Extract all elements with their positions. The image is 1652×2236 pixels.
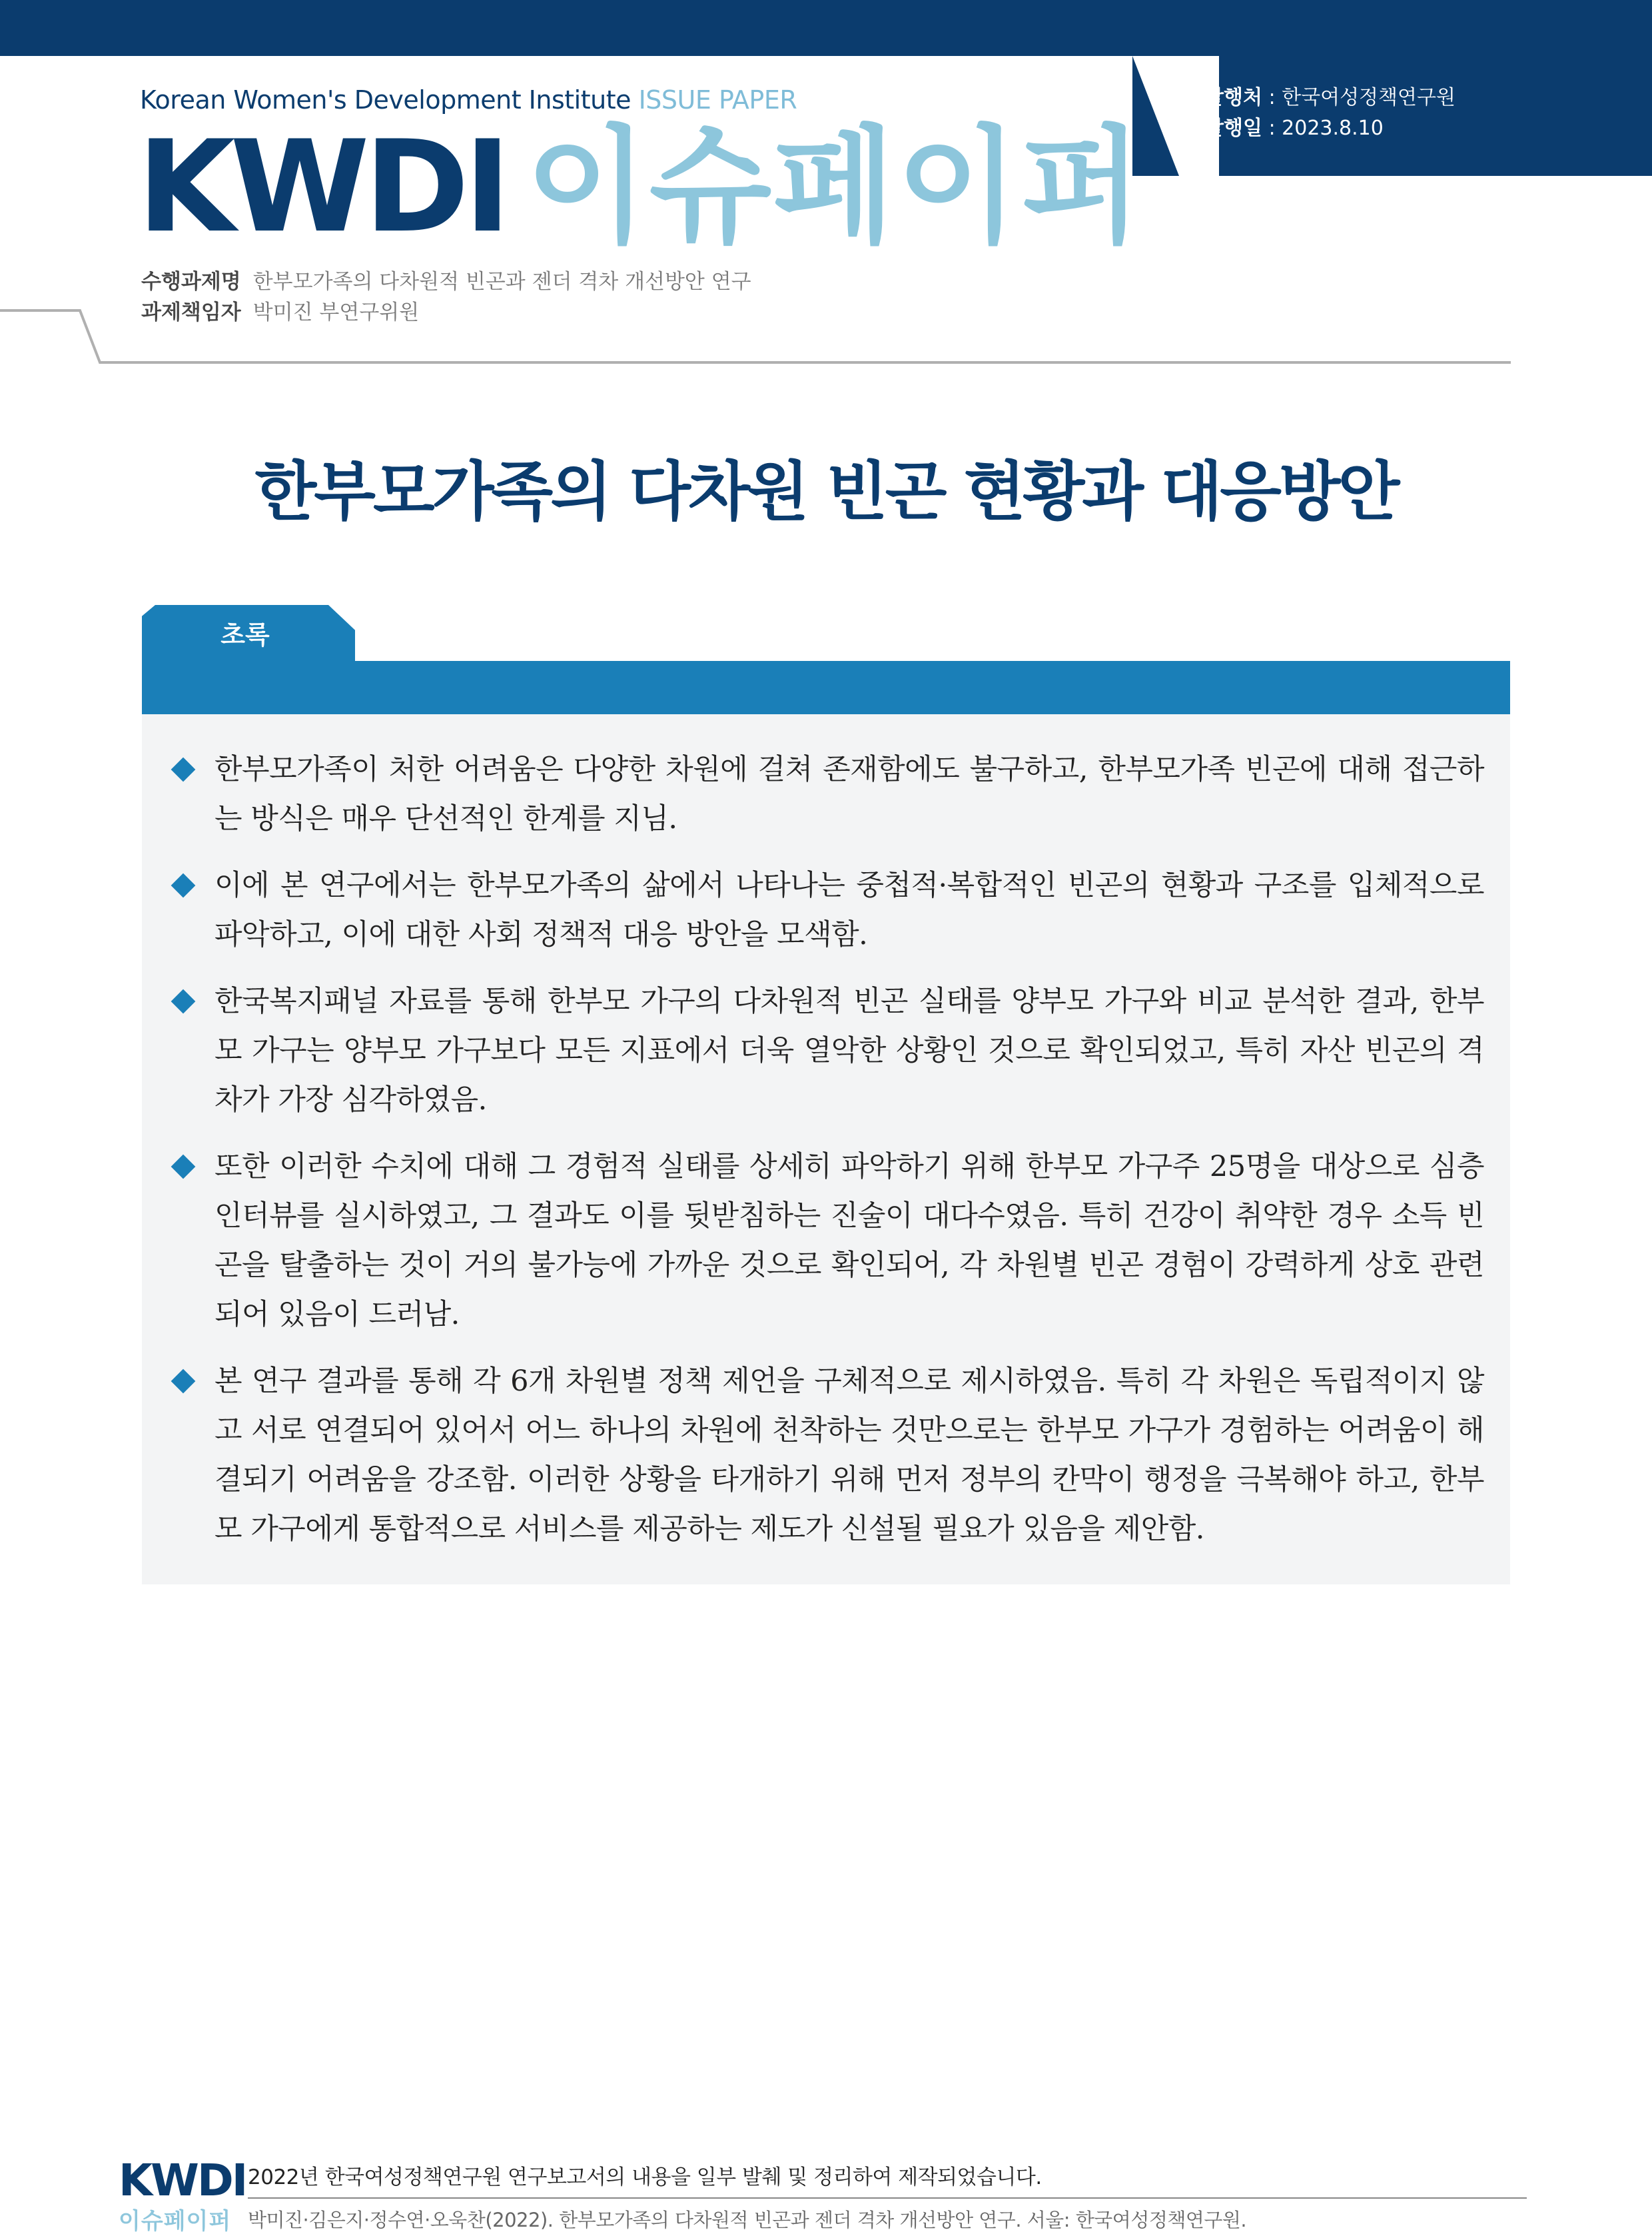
footer-note: 2022년 한국여성정책연구원 연구보고서의 내용을 일부 발췌 및 정리하여 제작되었습니다. <box>248 2165 1042 2189</box>
header-divider <box>0 301 1652 368</box>
footer-logo: KWDI <box>119 2155 246 2206</box>
brand-logo: KWDI <box>137 113 506 261</box>
abstract-item: 또한 이러한 수치에 대해 그 경험적 실태를 상세히 파악하기 위해 한부모 가구주 25명을 대상으로 심층인터뷰를 실시하였고, 그 결과도 이를 뒷받침하는 진술이 대다수였음. 특히 건강이 취약한 경우 소득 빈곤을 탈출하는 것이 거의 불가능에 가까운 것으로 확인되어, 각 차원별 빈곤 경험이 강력하게 상호 관련되어 있음이 드러남. <box>172 1142 1484 1339</box>
brand-kr: 이슈페이퍼 <box>526 113 1144 261</box>
page-title: 한부모가족의 다차원 빈곤 현황과 대응방안 <box>254 454 1398 529</box>
brand-title <box>137 113 1144 261</box>
diamond-bullet-icon <box>171 989 196 1014</box>
abstract-bar <box>142 661 1510 714</box>
abstract-item: 본 연구 결과를 통해 각 6개 차원별 정책 제언을 구체적으로 제시하였음. 특히 각 차원은 독립적이지 않고 서로 연결되어 있어서 어느 하나의 차원에 천착하는 것만으로는 한부모 가구가 경험하는 어려움이 해결되기 어려움을 강조함. 이러한 상황을 타개하기 위해 먼저 정부의 칸막이 행정을 극복해야 하고, 한부모 가구에게 통합적으로 서비스를 제공하는 제도가 신설될 필요가 있음을 제안함. <box>172 1357 1484 1554</box>
publication-info <box>1204 83 1455 144</box>
publisher-line: 발행처 : 한국여성정책연구원 <box>1204 86 1455 109</box>
project-title: 한부모가족의 다차원적 빈곤과 젠더 격차 개선방안 연구 <box>252 270 751 294</box>
footer-divider <box>248 2197 1527 2199</box>
abstract-list <box>172 745 1484 1571</box>
abstract-label: 초록 <box>220 620 270 650</box>
diamond-bullet-icon <box>171 1369 196 1394</box>
abstract-item: 한국복지패널 자료를 통해 한부모 가구의 다차원적 빈곤 실태를 양부모 가구와 비교 분석한 결과, 한부모 가구는 양부모 가구보다 모든 지표에서 더욱 열악한 상황인 것으로 확인되었고, 특히 자산 빈곤의 격차가 가장 심각하였음. <box>172 977 1484 1125</box>
diamond-bullet-icon <box>171 758 196 782</box>
abstract-item: 이에 본 연구에서는 한부모가족의 삶에서 나타나는 중첩적·복합적인 빈곤의 현황과 구조를 입체적으로 파악하고, 이에 대한 사회 정책적 대응 방안을 모색함. <box>172 861 1484 959</box>
project-lead: 박미진 부연구위원 <box>252 300 420 324</box>
footer-citation: 박미진·김은지·정수연·오욱찬(2022). 한부모가족의 다차원적 빈곤과 젠더 격차 개선방안 연구. 서울: 한국여성정책연구원. <box>248 2209 1247 2231</box>
abstract-item: 한부모가족이 처한 어려움은 다양한 차원에 걸쳐 존재함에도 불구하고, 한부모가족 빈곤에 대해 접근하는 방식은 매우 단선적인 한계를 지님. <box>172 745 1484 843</box>
footer-logo-kr: 이슈페이퍼 <box>119 2208 232 2235</box>
diamond-bullet-icon <box>171 1155 196 1179</box>
diamond-bullet-icon <box>171 873 196 898</box>
institute-subtitle: Korean Women's Development Institute ISSUE PAPER <box>140 85 797 115</box>
header-band <box>0 0 1652 56</box>
date-line: 발행일 : 2023.8.10 <box>1204 117 1384 140</box>
project-meta: 수행과제명 한부모가족의 다차원적 빈곤과 젠더 격차 개선방안 연구 과제책임자 박미진 부연구위원 <box>141 270 751 324</box>
